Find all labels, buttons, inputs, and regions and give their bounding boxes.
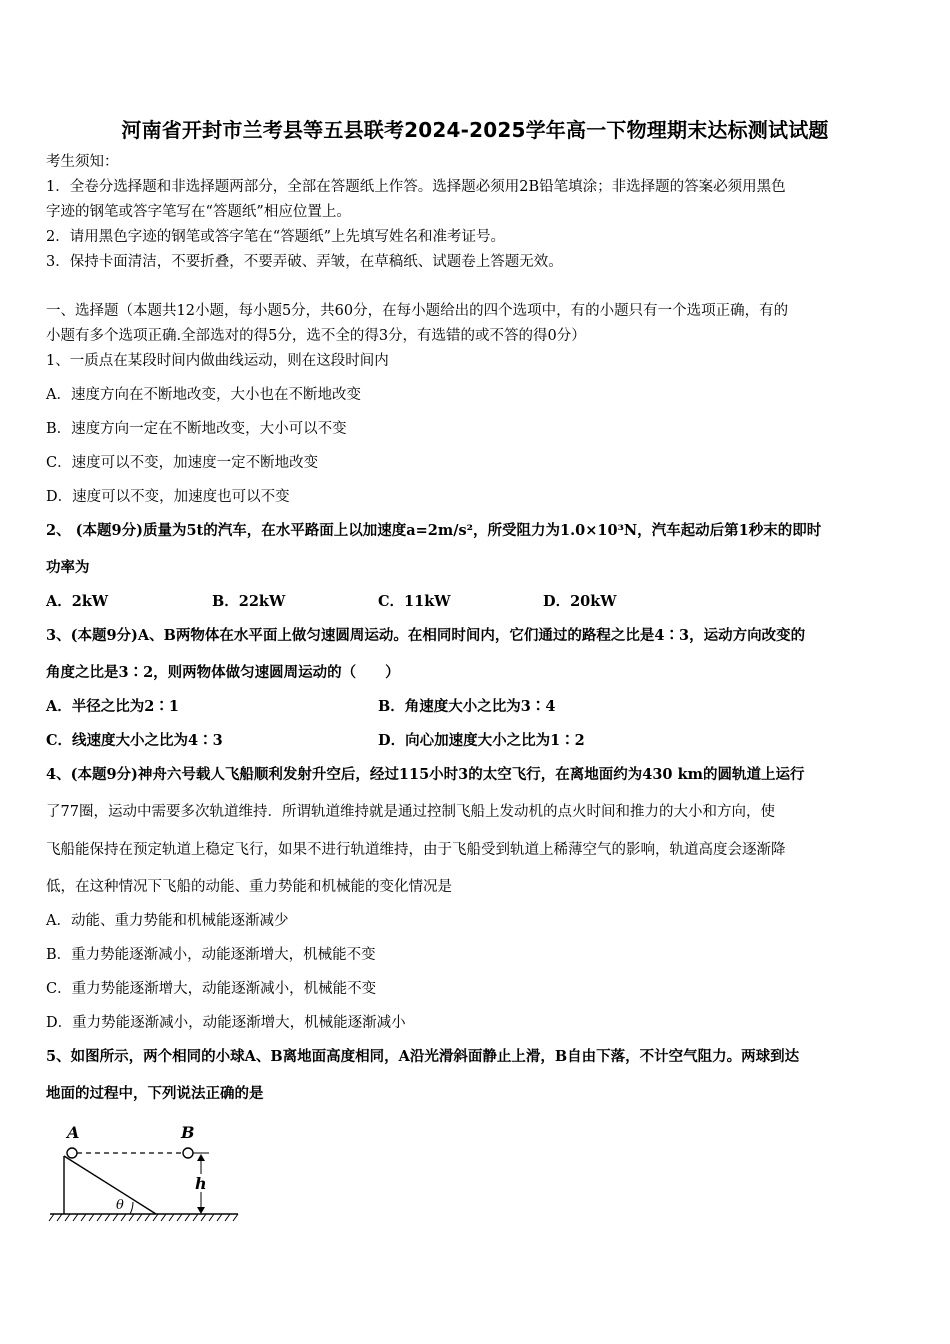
- q4-option-b: B．重力势能逐渐减小，动能逐渐增大，机械能不变: [46, 947, 376, 963]
- ground-hatching: [49, 1214, 238, 1221]
- q4-option-c: C．重力势能逐渐增大，动能逐渐减小，机械能不变: [46, 981, 377, 997]
- q2-option-d: D．20kW: [543, 593, 617, 610]
- q3-option-d: D．向心加速度大小之比为1∶2: [378, 732, 585, 749]
- q5-stem-line-2: 地面的过程中，下列说法正确的是: [46, 1085, 264, 1102]
- notice-heading: 考生须知：: [46, 154, 119, 170]
- q2-option-c: C．11kW: [378, 593, 451, 610]
- q2-option-b: B．22kW: [212, 593, 286, 610]
- q3-option-b: B．角速度大小之比为3∶4: [378, 698, 556, 715]
- section-heading-line-1: 一、选择题（本题共12小题，每小题5分，共60分，在每小题给出的四个选项中，有的小题只有一个选项正确，有的: [46, 303, 789, 319]
- q2-stem-line-1: 2、 (本题9分)质量为5t的汽车，在水平路面上以加速度a=2m/s²，所受阻力为1.0×10³N，汽车起动后第1秒末的即时: [46, 522, 822, 539]
- q1-option-b: B．速度方向一定在不断地改变，大小可以不变: [46, 421, 347, 437]
- incline-slope: [64, 1156, 156, 1214]
- incline-figure: [46, 1118, 246, 1228]
- q1-stem: 1、一质点在某段时间内做曲线运动，则在这段时间内: [46, 353, 389, 369]
- q1-option-d: D．速度可以不变，加速度也可以不变: [46, 489, 290, 505]
- q4-stem-line-3: 飞船能保持在预定轨道上稳定飞行，如果不进行轨道维持，由于飞船受到轨道上稀薄空气的影响，轨道高度会逐渐降: [46, 842, 786, 858]
- q4-option-a: A．动能、重力势能和机械能逐渐减少: [46, 913, 289, 929]
- q3-stem-line-1: 3、(本题9分)A、B两物体在水平面上做匀速圆周运动。在相同时间内，它们通过的路程之比是4∶3，运动方向改变的: [46, 627, 806, 644]
- theta-arc: [130, 1202, 133, 1214]
- q1-option-a: A．速度方向在不断地改变，大小也在不断地改变: [46, 387, 361, 403]
- notice-item-3: 3．保持卡面清洁，不要折叠，不要弄破、弄皱，在草稿纸、试题卷上答题无效。: [46, 254, 563, 270]
- q3-stem-line-2: 角度之比是3∶2，则两物体做匀速圆周运动的（ ）: [46, 664, 400, 681]
- q4-option-d: D．重力势能逐渐减小，动能逐渐增大，机械能逐渐减小: [46, 1015, 406, 1031]
- q2-stem-line-2: 功率为: [46, 559, 90, 576]
- label-h: h: [195, 1174, 207, 1193]
- ball-a: [67, 1148, 77, 1158]
- ball-b: [183, 1148, 193, 1158]
- q3-option-c: C．线速度大小之比为4∶3: [46, 732, 223, 749]
- q2-option-a: A．2kW: [46, 593, 109, 610]
- label-a: A: [67, 1123, 80, 1142]
- label-theta: θ: [116, 1198, 124, 1213]
- notice-item-1-cont: 字迹的钢笔或答字笔写在“答题纸”相应位置上。: [46, 204, 351, 220]
- page-title: 河南省开封市兰考县等五县联考2024-2025学年高一下物理期末达标测试试题: [121, 118, 829, 142]
- section-heading-line-2: 小题有多个选项正确.全部选对的得5分，选不全的得3分，有选错的或不答的得0分）: [46, 328, 586, 344]
- q5-stem-line-1: 5、如图所示，两个相同的小球A、B离地面高度相同，A沿光滑斜面静止上滑，B自由下落，不计空气阻力。两球到达: [46, 1048, 800, 1065]
- notice-item-1: 1．全卷分选择题和非选择题两部分，全部在答题纸上作答。选择题必须用2B铅笔填涂；非选择题的答案必须用黑色: [46, 179, 786, 195]
- label-b: B: [181, 1123, 195, 1142]
- q3-option-a: A．半径之比为2∶1: [46, 698, 179, 715]
- q1-option-c: C．速度可以不变，加速度一定不断地改变: [46, 455, 319, 471]
- q4-stem-line-1: 4、(本题9分)神舟六号载人飞船顺利发射升空后，经过115小时3的太空飞行，在离地面约为430 km的圆轨道上运行: [46, 766, 805, 783]
- q4-stem-line-4: 低，在这种情况下飞船的动能、重力势能和机械能的变化情况是: [46, 879, 452, 895]
- q4-stem-line-2: 了77圈，运动中需要多次轨道维持．所谓轨道维持就是通过控制飞船上发动机的点火时间和推力的大小和方向，使: [46, 804, 775, 820]
- height-arrow-bottom: [197, 1207, 205, 1214]
- height-arrow-top: [197, 1154, 205, 1161]
- notice-item-2: 2．请用黑色字迹的钢笔或答字笔在“答题纸”上先填写姓名和准考证号。: [46, 229, 506, 245]
